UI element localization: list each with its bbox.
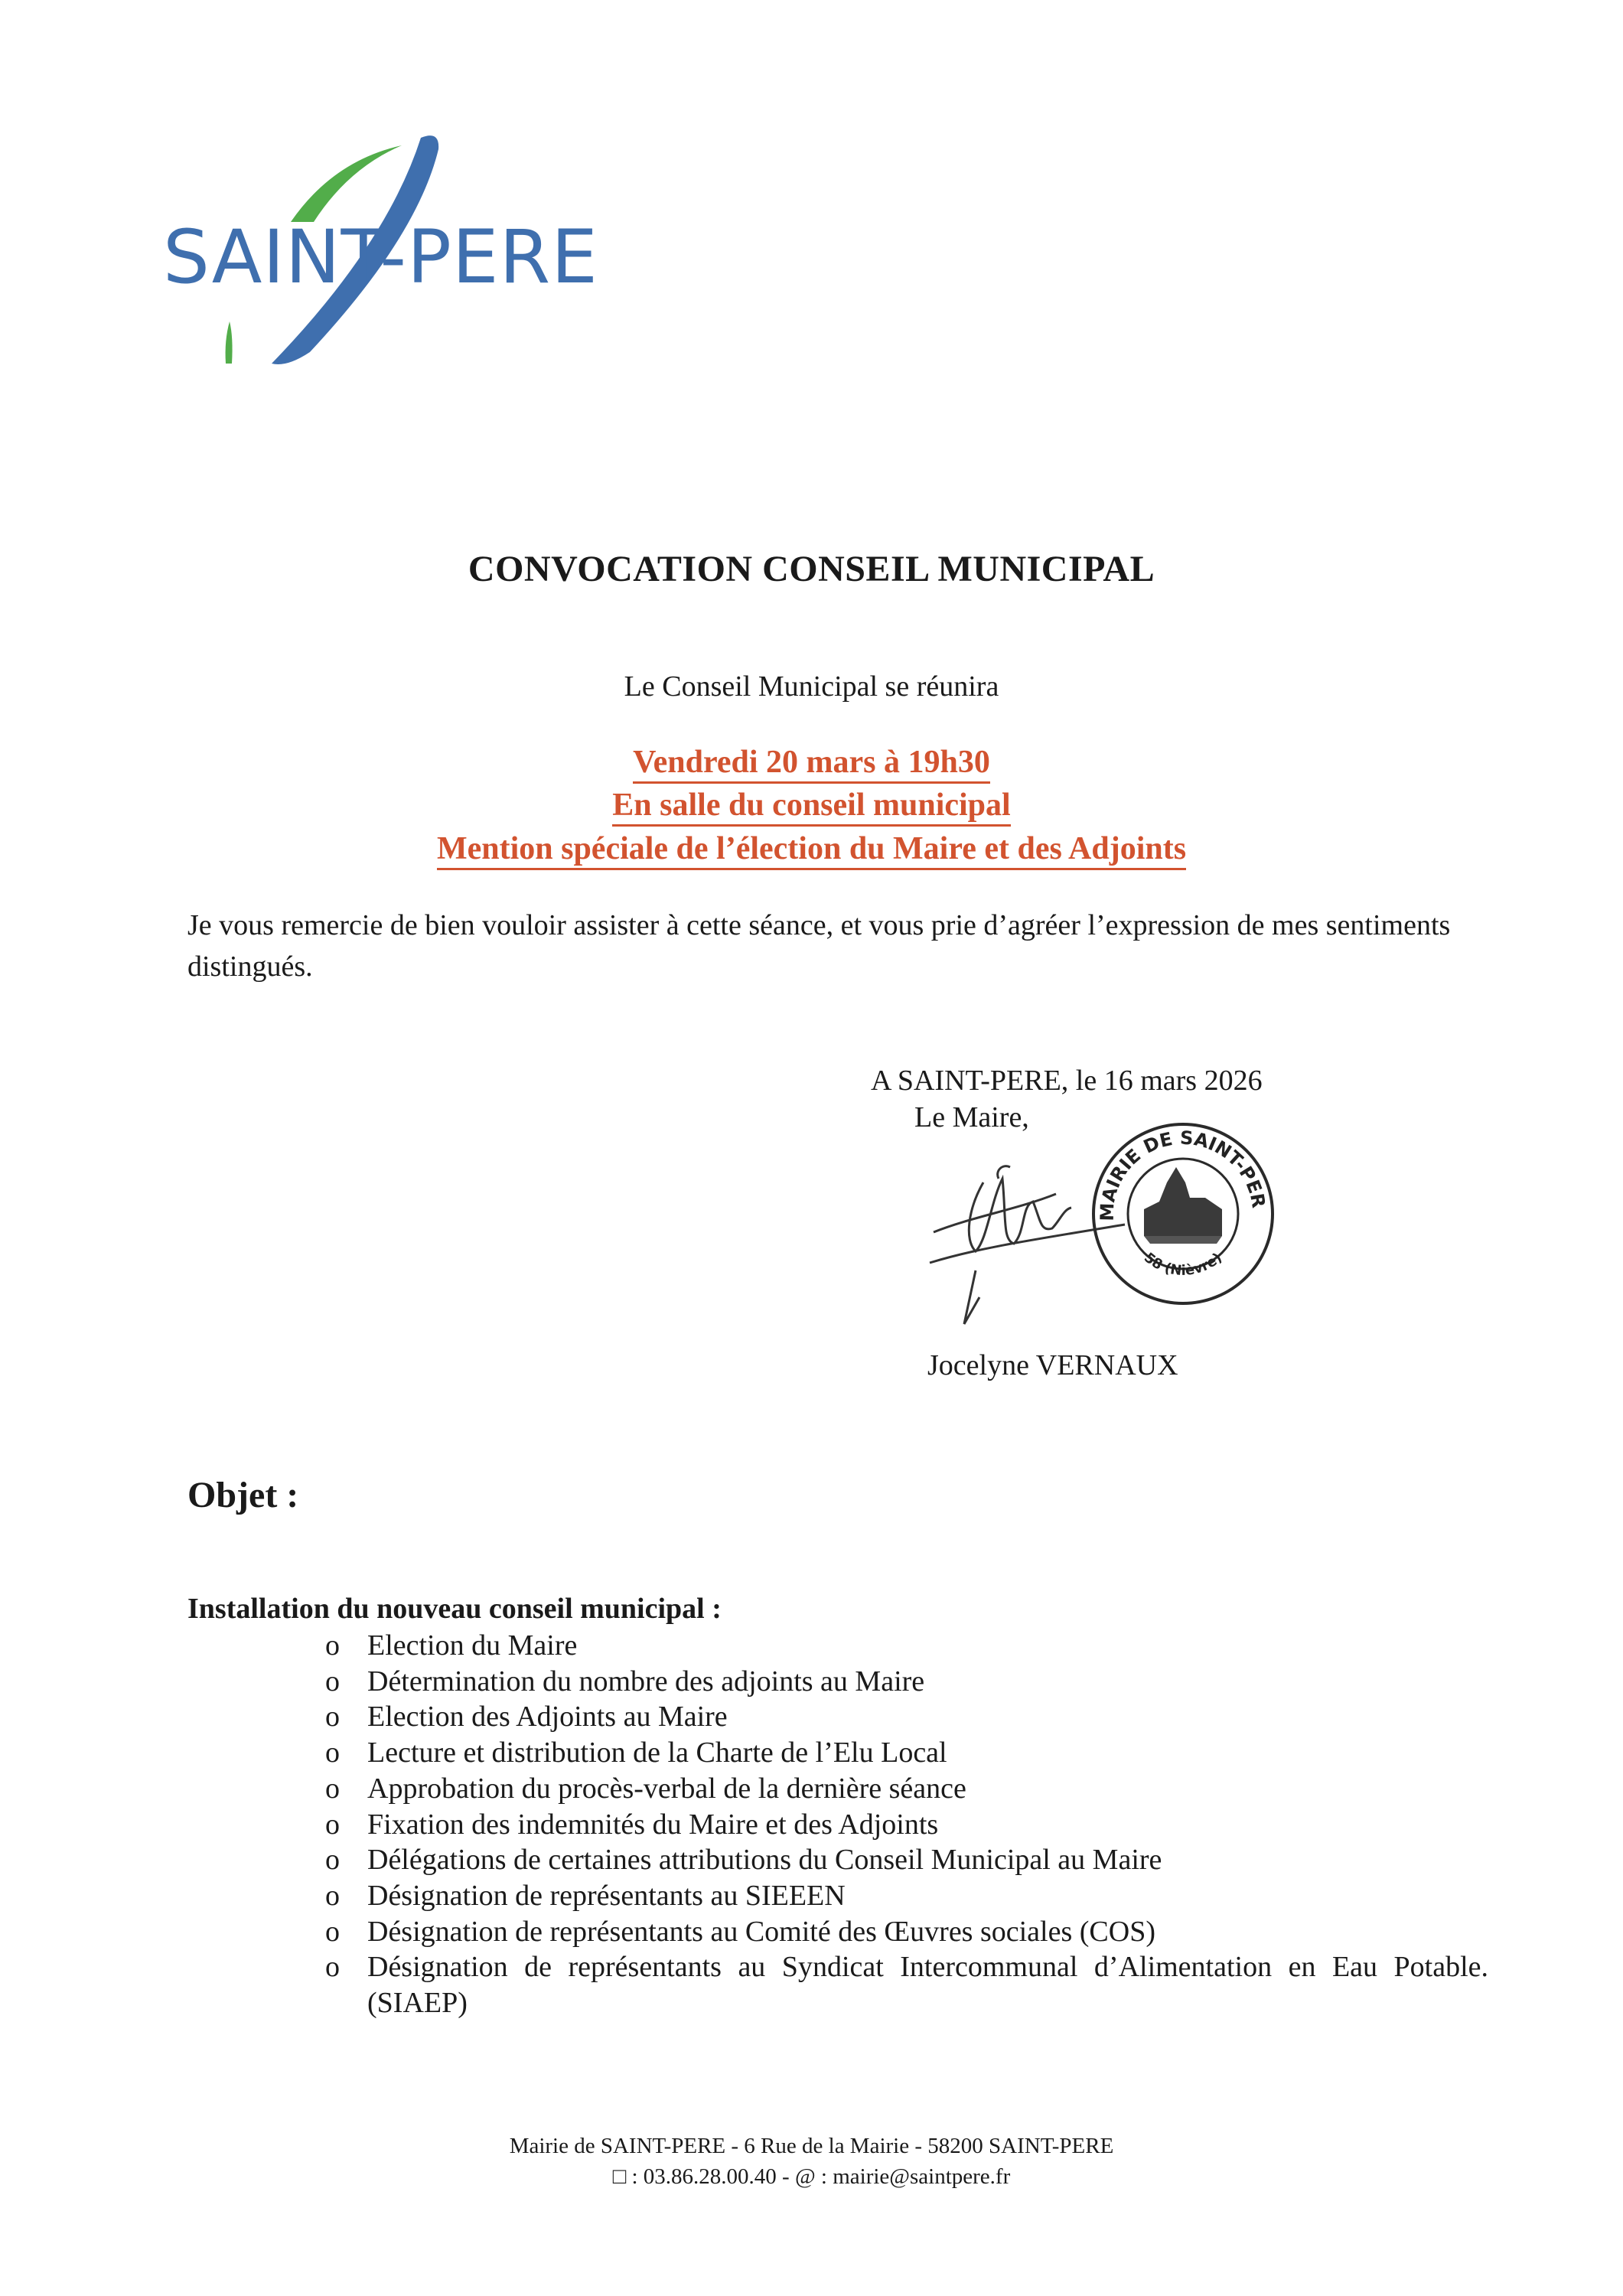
place-date: A SAINT-PERE, le 16 mars 2026 — [871, 1065, 1263, 1097]
agenda-item — [325, 1771, 1488, 1807]
agenda-item-text: Approbation du procès-verbal de la dernière séance — [367, 1772, 966, 1805]
agenda-item-text: Election des Adjoints au Maire — [367, 1701, 728, 1733]
agenda-item-text: Détermination du nombre des adjoints au Maire — [367, 1665, 925, 1698]
svg-text:58 (Nièvre) — [1141, 1250, 1225, 1279]
logo-text: SAINT-PERE — [163, 214, 598, 300]
agenda-item — [325, 1949, 1488, 2020]
agenda-item — [325, 1735, 1488, 1771]
stamp-bottom-text: 58 (Nièvre) — [1140, 1249, 1226, 1280]
meeting-mention-text: Mention spéciale de l’élection du Maire et des Adjoints — [437, 831, 1186, 870]
agenda-item-text: Fixation des indemnités du Maire et des Adjoints — [367, 1808, 939, 1841]
bullet: o — [325, 1665, 340, 1698]
agenda-item — [325, 1807, 1488, 1843]
agenda-item-text: Désignation de représentants au Comité des Œuvres sociales (COS) — [367, 1915, 1155, 1948]
agenda-item-text: Election du Maire — [367, 1629, 578, 1662]
meeting-date — [0, 744, 1623, 781]
official-stamp — [1090, 1121, 1276, 1306]
footer-address: Mairie de SAINT-PERE - 6 Rue de la Mairie - 58200 SAINT-PERE — [509, 2134, 1114, 2158]
bullet: o — [325, 1879, 340, 1912]
agenda-item — [325, 1699, 1488, 1735]
bullet: o — [325, 1844, 340, 1877]
saint-pere-logo — [157, 130, 677, 375]
agenda-item-text: Désignation de représentants au SIEEEN — [367, 1879, 846, 1912]
bullet: o — [325, 1701, 340, 1733]
agenda-item-text: Délégations de certaines attributions du Conseil Municipal au Maire — [367, 1844, 1162, 1877]
signatory-name: Jocelyne VERNAUX — [927, 1349, 1178, 1381]
agenda-list — [325, 1628, 1488, 2021]
agenda-item-text: Lecture et distribution de la Charte de l’Elu Local — [367, 1737, 947, 1769]
signature-role: Le Maire, — [914, 1101, 1029, 1133]
footer-contact: □ : 03.86.28.00.40 - @ : mairie@saintpere.fr — [612, 2164, 1011, 2189]
agenda-item — [325, 1878, 1488, 1914]
body-paragraph: Je vous remercie de bien vouloir assister à cette séance, et vous prie d’agréer l’expression de mes sentiments distingués. — [187, 909, 1451, 983]
intro-text: Le Conseil Municipal se réunira — [624, 670, 999, 703]
meeting-date-text: Vendredi 20 mars à 19h30 — [633, 745, 990, 784]
bullet: o — [325, 1772, 340, 1805]
document-title: CONVOCATION CONSEIL MUNICIPAL — [468, 549, 1155, 589]
agenda-item — [325, 1628, 1488, 1664]
agenda-item-text: Désignation de représentants au Syndicat Intercommunal d’Alimentation en Eau Potable. (SIAEP) — [367, 1951, 1488, 2020]
stamp-top-text: MAIRIE DE SAINT-PER — [1096, 1127, 1269, 1221]
bullet: o — [325, 1629, 340, 1662]
meeting-mention — [0, 830, 1623, 867]
agenda-item — [325, 1842, 1488, 1878]
bullet: o — [325, 1808, 340, 1841]
meeting-location — [0, 787, 1623, 823]
mairie-stamp-icon — [1090, 1121, 1276, 1306]
bullet: o — [325, 1951, 340, 1984]
meeting-location-text: En salle du conseil municipal — [612, 788, 1010, 827]
agenda-item — [325, 1914, 1488, 1950]
agenda-heading: Installation du nouveau conseil municipal : — [187, 1593, 722, 1625]
bullet: o — [325, 1915, 340, 1948]
objet-label: Objet : — [187, 1475, 299, 1515]
agenda-item — [325, 1664, 1488, 1700]
bullet: o — [325, 1737, 340, 1769]
